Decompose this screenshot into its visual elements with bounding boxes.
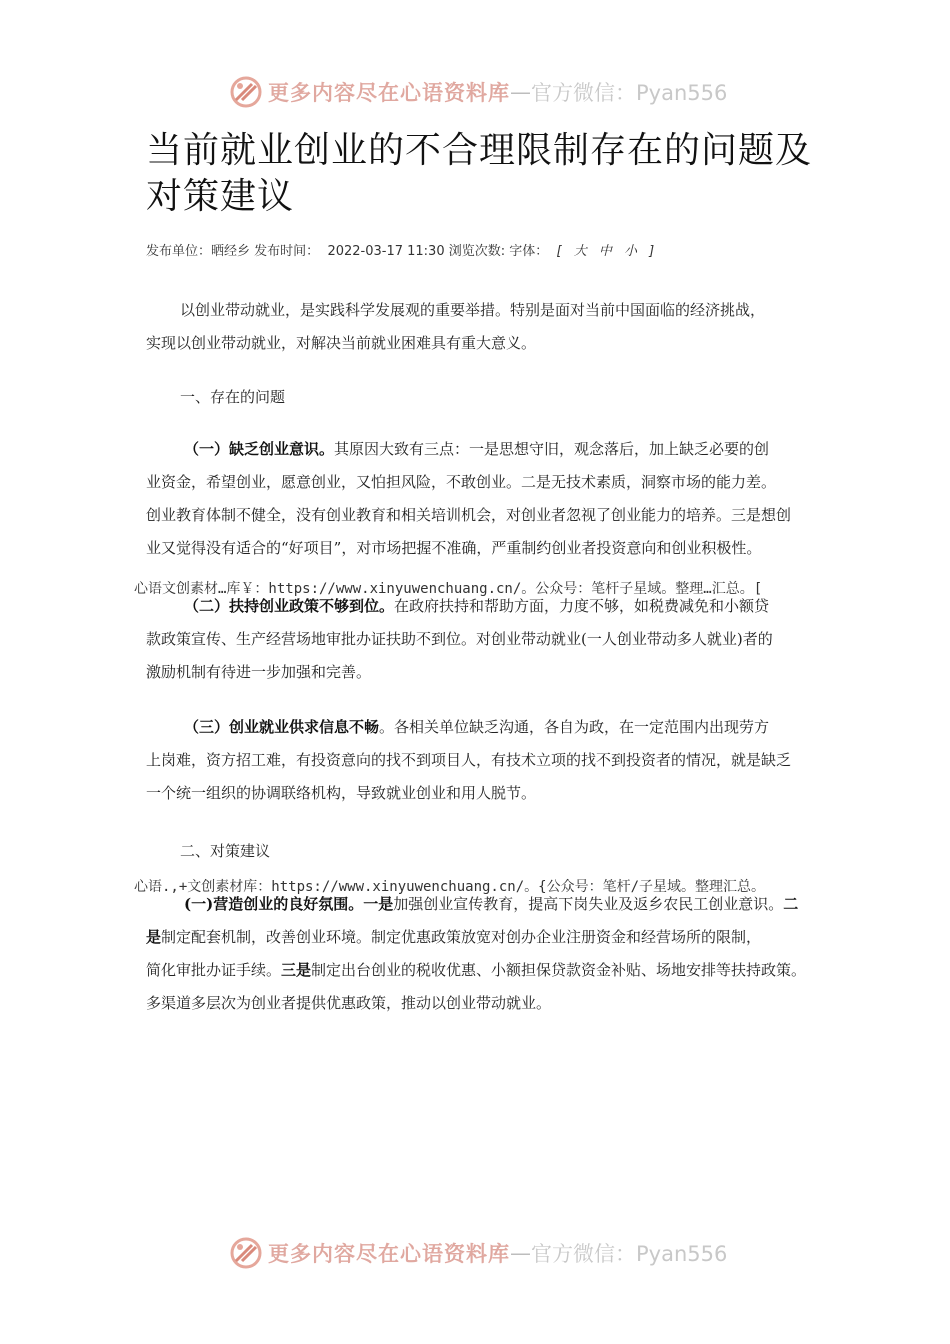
publish-unit: 发布单位：晒经乡 [146,244,251,259]
footer-banner-text: 更多内容尽在心语资料库 [268,1242,510,1266]
font-label: 字体： [509,244,549,259]
footer-banner [228,1233,748,1273]
watermark-line-2: 心语.,+文创素材库：https://www.xinyuwenchuang.cn/。{公众号：笔杆/子星域。整理汇总。 [134,879,766,895]
suggestion-1-line-4: 多渠道多层次为创业者提供优惠政策，推动以创业带动就业。 [146,994,552,1012]
section-heading-suggestions: 二、对策建议 [180,842,271,860]
problem-3-line-2: 上岗难，资方招工难，有投资意向的找不到项目人，有技术立项的找不到投资者的情况，就是缺乏 [146,751,792,769]
problem-2-paragraph [146,590,836,689]
banner-separator: — [510,80,531,104]
suggestion-1-marker-2a: 二 [783,895,799,913]
problem-3-heading: （三）创业就业供求信息不畅 [184,718,380,736]
suggestion-1-text-3b: 制定出台创业的税收优惠、小额担保贷款资金补贴、场地安排等扶持政策。 [311,961,807,979]
problem-1-paragraph [146,433,836,565]
problem-2-line-3: 激励机制有待进一步加强和完善。 [146,663,372,681]
brand-logo-icon [228,1235,264,1271]
problem-3-line-3: 一个统一组织的协调联络机构，导致就业创业和用人脱节。 [146,784,537,802]
problem-3-text: 。各相关单位缺乏沟通，各自为政，在一定范围内出现劳方 [379,718,770,736]
publish-time: 2022-03-17 11:30 [327,244,445,259]
problem-2-heading: （二）扶持创业政策不够到位。 [184,597,395,615]
suggestion-1-paragraph [146,888,846,1020]
publish-time-label: 发布时间： [254,244,320,259]
suggestion-1-text-3a: 简化审批办证手续。 [146,961,282,979]
banner-text: 更多内容尽在心语资料库 [268,81,510,105]
article-meta [146,240,658,259]
problem-1-line-4: 业又觉得没有适合的“好项目”，对市场把握不准确，严重制约创业者投资意向和创业积极性。 [146,539,762,557]
problem-1-line-2: 业资金，希望创业，愿意创业，又怕担风险，不敢创业。二是无技术素质，洞察市场的能力差。 [146,473,777,491]
suggestion-1-heading: (一)营造创业的良好氛围。一是 [184,895,394,913]
section-heading-problems: 一、存在的问题 [180,388,286,406]
header-banner [228,72,748,112]
brand-logo-icon [228,74,264,110]
footer-banner-wechat: 官方微信：Pyan556 [531,1242,728,1266]
views-label: 浏览次数: [448,244,506,259]
intro-line-1: 以创业带动就业，是实践科学发展观的重要举措。特别是面对当前中国面临的经济挑战， [180,301,766,319]
problem-1-heading: （一）缺乏创业意识。 [184,440,335,458]
suggestion-1-text-2: 制定配套机制，改善创业环境。制定优惠政策放宽对创办企业注册资金和经营场所的限制， [161,928,762,946]
suggestion-1-text-1: 加强创业宣传教育，提高下岗失业及返乡农民工创业意识。 [393,895,784,913]
suggestion-1-marker-2b: 是 [146,928,162,946]
page-title: 当前就业创业的不合理限制存在的问题及对策建议 [146,130,813,217]
footer-banner-separator: — [510,1241,531,1265]
problem-1-text: 其原因大致有三点：一是思想守旧，观念落后，加上缺乏必要的创 [334,440,770,458]
font-size-selector[interactable]: [ 大 中 小 ] [556,244,659,259]
intro-line-2: 实现以创业带动就业，对解决当前就业困难具有重大意义。 [146,334,537,352]
intro-paragraph [146,294,836,360]
banner-wechat: 官方微信：Pyan556 [531,81,728,105]
problem-1-line-3: 创业教育体制不健全，没有创业教育和相关培训机会，对创业者忽视了创业能力的培养。三是想创 [146,506,792,524]
problem-3-paragraph [146,711,836,810]
watermark-line-1: 心语文创素材…库￥：https://www.xinyuwenchuang.cn/。公众号：笔杆子星域。整理…汇总。[ [134,581,763,597]
problem-2-line-2: 款政策宣传、生产经营场地审批办证扶助不到位。对创业带动就业(一人创业带动多人就业)者的 [146,630,773,648]
problem-2-text: 在政府扶持和帮助方面，力度不够，如税费减免和小额贷 [394,597,770,615]
suggestion-1-marker-3: 三是 [281,961,312,979]
